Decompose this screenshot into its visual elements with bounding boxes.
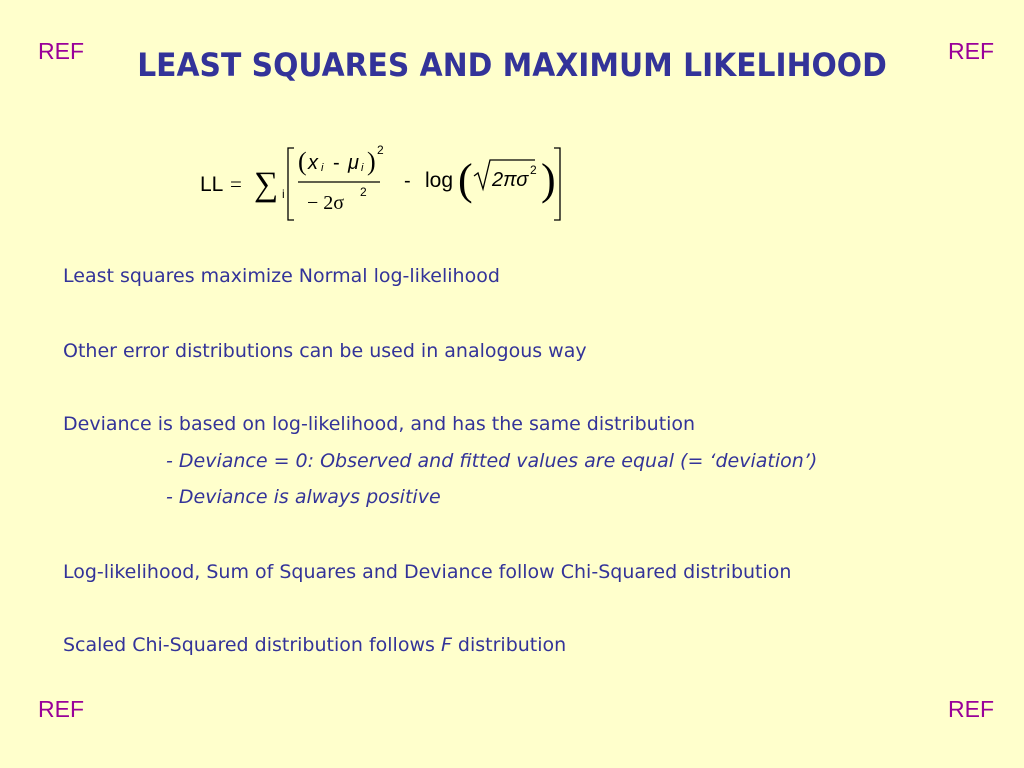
line-scaled-post: distribution [451,634,567,656]
eq-sqrt-content: 2πσ [492,169,529,191]
line-scaled-pre: Scaled Chi-Squared distribution follows [63,634,441,656]
ref-link-bottom-left[interactable]: REF [38,696,84,722]
numerator-close-paren: ) [367,147,376,176]
ref-link-top-left[interactable]: REF [38,38,84,64]
slide-title: LEAST SQUARES AND MAXIMUM LIKELIHOOD [137,46,887,84]
eq-num-mu: μ [348,152,359,174]
eq-lhs: LL [200,173,224,196]
sigma-sum-icon: ∑ [254,166,279,203]
line-deviance: Deviance is based on log-likelihood, and has the same distribution [63,413,696,435]
line-deviance-positive: - Deviance is always positive [166,486,441,508]
log-open-paren: ( [458,155,473,204]
eq-den-power: 2 [360,185,367,199]
line-scaled-f: F [440,634,452,656]
line-least-squares: Least squares maximize Normal log-likelihood [63,265,500,287]
line-other-distributions: Other error distributions can be used in analogous way [63,340,587,362]
eq-sqrt-power: 2 [530,163,537,177]
log-close-paren: ) [541,155,556,204]
eq-minus: - [404,170,411,192]
line-deviance-zero: - Deviance = 0: Observed and fitted values are equal (= ‘deviation’) [166,450,818,472]
equation-svg [190,138,580,228]
eq-num-x: x [308,152,318,174]
ref-link-top-right[interactable]: REF [948,38,994,64]
eq-denominator: − 2σ [307,192,345,214]
eq-sum-index: i [282,187,285,201]
eq-num-power: 2 [377,143,384,157]
numerator-open-paren: ( [298,147,307,176]
ref-link-bottom-right[interactable]: REF [948,696,994,722]
log-likelihood-equation [190,138,580,228]
line-chi-squared: Log-likelihood, Sum of Squares and Deviance follow Chi-Squared distribution [63,561,792,583]
eq-log: log [425,169,454,192]
eq-num-minus: - [333,152,340,174]
eq-num-sub-i-1: i [321,162,324,174]
eq-equals: = [230,172,242,196]
line-scaled-chi-squared [63,634,566,656]
eq-num-sub-i-2: i [361,162,364,174]
left-bracket-icon [288,148,294,220]
